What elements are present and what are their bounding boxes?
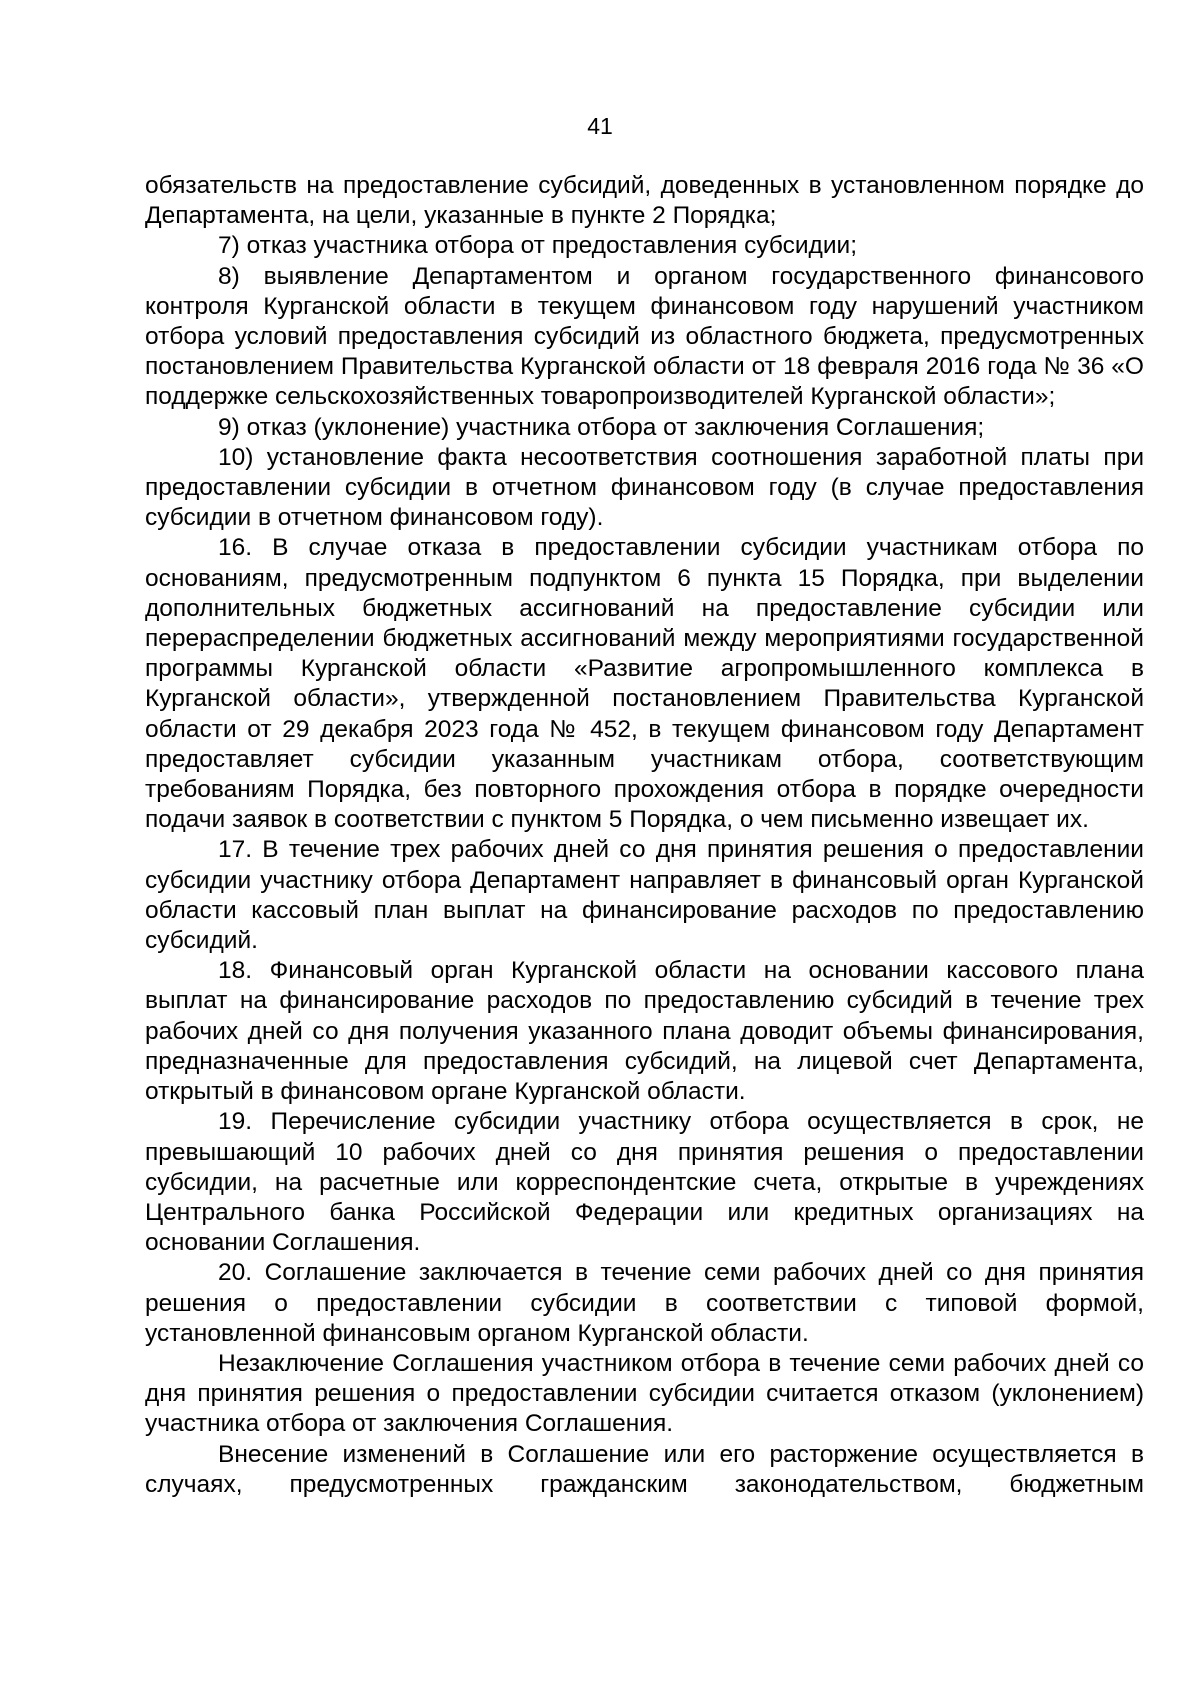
paragraph-non-conclusion: Незаключение Соглашения участником отбора в течение семи рабочих дней со дня принятия решения о предоставлении субсидии считается отказом (уклонением) участника отбора от заключения Соглашения. [145,1349,1144,1438]
paragraph-item-7: 7) отказ участника отбора от предоставления субсидии; [218,232,858,260]
paragraph-clause-16: 16. В случае отказа в предоставлении субсидии участникам отбора по основаниям, предусмотренным подпунктом 6 пункта 15 Порядка, при выделении дополнительных бюджетных ассигнований на предоставление субсидии или перераспределении бюджетных ассигнований между мероприятиями государственной программы Курганской области «Развитие агропромышленного комплекса в Курганской области», утвержденной постановлением Правительства Курганской области от 29 декабря 2023 года № 452, в текущем финансовом году Департамент предоставляет субсидии указанным участникам отбора, соответствующим требованиям Порядка, без повторного прохождения отбора в порядке очередности подачи заявок в соответствии с пунктом 5 Порядка, о чем письменно извещает их. [145,534,1144,834]
paragraph-clause-19: 19. Перечисление субсидии участнику отбора осуществляется в срок, не превышающий 10 рабочих дней со дня принятия решения о предоставлении субсидии, на расчетные или корреспондентские счета, открытые в учреждениях Центрального банка Российской Федерации или кредитных организациях на основании Соглашения. [145,1108,1144,1257]
document-body [145,171,1144,1500]
paragraph-clause-18: 18. Финансовый орган Курганской области на основании кассового плана выплат на финансирование расходов по предоставлению субсидий в течение трех рабочих дней со дня получения указанного плана доводит объемы финансирования, предназначенные для предоставления субсидий, на лицевой счет Департамента, открытый в финансовом органе Курганской области. [145,957,1144,1106]
paragraph-clause-20: 20. Соглашение заключается в течение семи рабочих дней со дня принятия решения о предоставлении субсидии в соответствии с типовой формой, установленной финансовым органом Курганской области. [145,1259,1144,1347]
paragraph-item-9: 9) отказ (уклонение) участника отбора от заключения Соглашения; [218,413,985,441]
page-number: 41 [587,113,613,139]
paragraph-continuation: обязательств на предоставление субсидий, доведенных в установленном порядке до Департамента, на цели, указанные в пункте 2 Порядка; [145,172,1144,230]
paragraph-amendments: Внесение изменений в Соглашение или его расторжение осуществляется в случаях, предусмотренных гражданским законодательством, бюджетным [145,1440,1144,1498]
paragraph-clause-17: 17. В течение трех рабочих дней со дня принятия решения о предоставлении субсидии участнику отбора Департамент направляет в финансовый орган Курганской области кассовый план выплат на финансирование расходов по предоставлению субсидий. [145,836,1144,955]
paragraph-item-10: 10) установление факта несоответствия соотношения заработной платы при предоставлении субсидии в отчетном финансовом году (в случае предоставления субсидии в отчетном финансовом году). [145,443,1144,532]
paragraph-item-8: 8) выявление Департаментом и органом государственного финансового контроля Курганской области в текущем финансовом году нарушений участником отбора условий предоставления субсидий из областного бюджета, предусмотренных постановлением Правительства Курганской области от 18 февраля 2016 года № 36 «О поддержке сельскохозяйственных товаропроизводителей Курганской области»; [145,262,1144,411]
